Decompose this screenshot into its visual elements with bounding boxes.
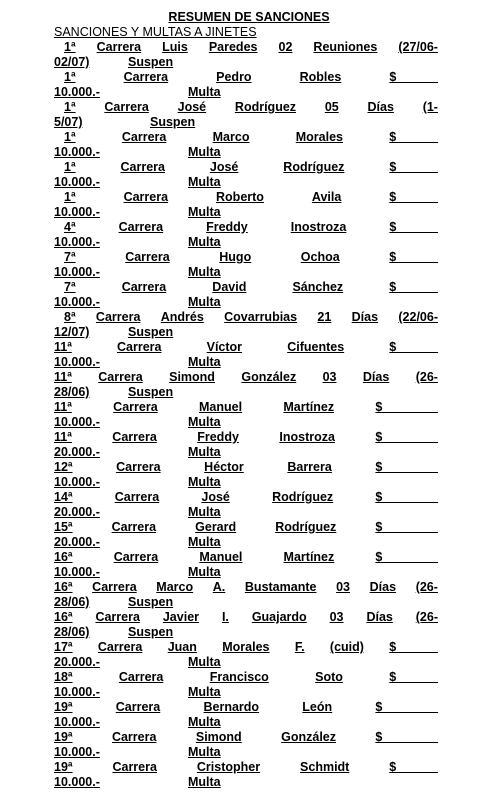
sanction-entry bbox=[54, 610, 438, 640]
sanction-type: Multa bbox=[188, 655, 221, 669]
sanction-amount-or-period: 10.000.- bbox=[54, 235, 100, 249]
sanction-entry bbox=[54, 160, 438, 190]
sanction-entry-line bbox=[54, 340, 438, 355]
sanction-amount-or-period: 28/06) bbox=[54, 385, 90, 399]
sanction-entry bbox=[54, 130, 438, 160]
sanction-amount-or-period: 10.000.- bbox=[54, 745, 100, 759]
sanction-word: A. bbox=[212, 580, 226, 594]
sanction-word: $________ bbox=[375, 550, 438, 564]
sanction-type: Multa bbox=[188, 145, 221, 159]
sanction-word: 15ª bbox=[54, 520, 73, 534]
sanction-amount-or-period: 10.000.- bbox=[54, 145, 100, 159]
sanction-word: Carrera bbox=[113, 400, 158, 414]
sanction-word: José bbox=[177, 100, 207, 114]
sanction-word: Carrera bbox=[111, 730, 157, 744]
sanction-type: Suspen bbox=[128, 55, 174, 69]
sanction-word: González bbox=[281, 730, 336, 744]
sanction-word: $______ bbox=[389, 250, 438, 264]
sanction-word: Rodríguez bbox=[275, 520, 337, 534]
sanction-word: $______ bbox=[389, 280, 438, 294]
sanction-word: 4ª bbox=[64, 220, 76, 234]
sanction-amount-or-period: 28/06) bbox=[54, 625, 90, 639]
sanction-entry bbox=[54, 190, 438, 220]
sanction-word: Avila bbox=[311, 190, 342, 204]
sanction-word: David bbox=[212, 280, 247, 294]
sanction-word: Carrera bbox=[104, 100, 149, 114]
sanction-word: 1ª bbox=[64, 40, 76, 54]
sanction-entry-line bbox=[54, 550, 438, 565]
sanction-word: F. bbox=[294, 640, 305, 654]
sanction-word: Schmidt bbox=[300, 760, 350, 774]
sanction-type: Multa bbox=[188, 535, 221, 549]
sanction-word: 02 bbox=[278, 40, 293, 54]
sanction-entry-line bbox=[54, 760, 438, 775]
sanction-type: Multa bbox=[188, 775, 221, 789]
sanction-word: $______ bbox=[389, 70, 438, 84]
sanction-amount-or-period: 10.000.- bbox=[54, 565, 100, 579]
sanction-word: Carrera bbox=[92, 580, 137, 594]
sanction-word: Guajardo bbox=[251, 610, 307, 624]
sanction-type: Multa bbox=[188, 175, 221, 189]
sanction-word: 12ª bbox=[54, 460, 73, 474]
sanction-word: 05 bbox=[324, 100, 339, 114]
sanction-word: Andrés bbox=[160, 310, 204, 324]
sanction-word: $________ bbox=[375, 700, 438, 714]
sanction-word: $________ bbox=[375, 430, 438, 444]
sanction-word: $______ bbox=[389, 640, 438, 654]
sanction-word: $______ bbox=[389, 220, 438, 234]
sanction-word: Inostroza bbox=[279, 430, 335, 444]
sanction-word: Carrera bbox=[116, 460, 161, 474]
sanction-word: Morales bbox=[295, 130, 343, 144]
sanction-amount-or-period: 10.000.- bbox=[54, 715, 100, 729]
sanction-amount-or-period: 10.000.- bbox=[54, 205, 100, 219]
sanction-type: Multa bbox=[188, 475, 221, 489]
sanction-word: 14ª bbox=[54, 490, 73, 504]
sanction-word: José bbox=[209, 160, 239, 174]
sanction-entry-line bbox=[54, 220, 438, 235]
sanction-word: (26- bbox=[415, 610, 438, 624]
sanction-amount-or-period: 28/06) bbox=[54, 595, 90, 609]
sanction-word: $________ bbox=[375, 520, 438, 534]
sanction-entry-continuation bbox=[54, 415, 438, 430]
sanction-word: $______ bbox=[389, 190, 438, 204]
sanction-entry-continuation bbox=[54, 655, 438, 670]
sanction-word: (26- bbox=[415, 370, 438, 384]
sanction-entry-continuation bbox=[54, 235, 438, 250]
sanction-type: Multa bbox=[188, 715, 221, 729]
sanction-amount-or-period: 10.000.- bbox=[54, 175, 100, 189]
sanction-word: Juan bbox=[167, 640, 197, 654]
sanction-entry-continuation bbox=[54, 685, 438, 700]
sanction-entry-line bbox=[54, 70, 438, 85]
sanction-word: Carrera bbox=[95, 610, 140, 624]
sanction-word: Carrera bbox=[113, 550, 159, 564]
sanction-type: Multa bbox=[188, 205, 221, 219]
sanction-word: Carrera bbox=[115, 700, 161, 714]
sanction-amount-or-period: 20.000.- bbox=[54, 655, 100, 669]
sanction-word: Marco bbox=[156, 580, 194, 594]
sanction-entry-continuation bbox=[54, 385, 438, 400]
sanction-entry-line bbox=[54, 520, 438, 535]
sanction-word: Martínez bbox=[283, 400, 335, 414]
sanction-type: Multa bbox=[188, 505, 221, 519]
sanction-word: 19ª bbox=[54, 760, 73, 774]
sanction-word: $______ bbox=[389, 340, 438, 354]
sanction-word: Días bbox=[367, 100, 394, 114]
sanction-word: 21 bbox=[317, 310, 332, 324]
sanction-word: Carrera bbox=[112, 760, 157, 774]
sanction-entry-continuation bbox=[54, 355, 438, 370]
sanction-entry-continuation bbox=[54, 295, 438, 310]
sanction-word: Héctor bbox=[204, 460, 244, 474]
sanction-word: Javier bbox=[162, 610, 200, 624]
sanction-word: Víctor bbox=[206, 340, 243, 354]
sanction-word: José bbox=[201, 490, 230, 504]
sanction-entry-continuation bbox=[54, 325, 438, 340]
sanction-word: 16ª bbox=[54, 550, 73, 564]
sanction-word: (cuid) bbox=[329, 640, 364, 654]
sanction-entry-line bbox=[54, 730, 438, 745]
sanction-word: (1- bbox=[422, 100, 438, 114]
sanction-word: 18ª bbox=[54, 670, 73, 684]
sanction-word: $______ bbox=[389, 130, 438, 144]
sanction-entry-line bbox=[54, 40, 438, 55]
sanction-entry bbox=[54, 580, 438, 610]
sanction-word: $________ bbox=[375, 730, 438, 744]
sanction-amount-or-period: 5/07) bbox=[54, 115, 83, 129]
sanction-type: Multa bbox=[188, 415, 221, 429]
sanction-word: Carrera bbox=[116, 340, 162, 354]
sanction-amount-or-period: 10.000.- bbox=[54, 355, 100, 369]
sanction-word: 11ª bbox=[54, 400, 72, 414]
sanction-entry-line bbox=[54, 700, 438, 715]
sanction-word: Carrera bbox=[123, 190, 169, 204]
sanction-word: Simond bbox=[195, 730, 242, 744]
sanction-amount-or-period: 10.000.- bbox=[54, 85, 100, 99]
sanction-word: 11ª bbox=[54, 340, 72, 354]
sanction-word: 1ª bbox=[64, 130, 76, 144]
sanction-word: León bbox=[302, 700, 333, 714]
sanction-word: 16ª bbox=[54, 610, 73, 624]
sanction-word: Rodríguez bbox=[234, 100, 297, 114]
sanction-word: Robles bbox=[299, 70, 342, 84]
sanction-type: Multa bbox=[188, 745, 221, 759]
sanction-entry-line bbox=[54, 190, 438, 205]
sanction-type: Multa bbox=[188, 295, 221, 309]
sanction-word: Rodríguez bbox=[272, 490, 334, 504]
sanction-type: Suspen bbox=[128, 625, 174, 639]
sanction-word: Carrera bbox=[123, 70, 169, 84]
sanction-entry-continuation bbox=[54, 205, 438, 220]
sanction-amount-or-period: 10.000.- bbox=[54, 475, 100, 489]
sanction-word: Morales bbox=[222, 640, 270, 654]
sanction-word: 1ª bbox=[64, 190, 76, 204]
sanction-entry bbox=[54, 700, 438, 730]
sanction-word: Cristopher bbox=[196, 760, 261, 774]
sanction-entry-line bbox=[54, 580, 438, 595]
sanction-word: 03 bbox=[329, 610, 344, 624]
sanction-word: $______ bbox=[389, 760, 438, 774]
sanction-type: Multa bbox=[188, 85, 221, 99]
sanction-word: Manuel bbox=[199, 550, 243, 564]
sanction-word: 8ª bbox=[64, 310, 76, 324]
sanction-word: Barrera bbox=[287, 460, 332, 474]
sanction-word: $________ bbox=[375, 490, 438, 504]
sanction-entry-continuation bbox=[54, 565, 438, 580]
sanction-word: Días bbox=[366, 610, 393, 624]
sanction-word: Días bbox=[362, 370, 390, 384]
sanction-entry-continuation bbox=[54, 445, 438, 460]
sanction-entry-continuation bbox=[54, 265, 438, 280]
sanction-word: Hugo bbox=[219, 250, 252, 264]
sanction-word: Carrera bbox=[118, 670, 164, 684]
sanction-entry bbox=[54, 550, 438, 580]
sanction-entry-continuation bbox=[54, 595, 438, 610]
sanction-amount-or-period: 20.000.- bbox=[54, 445, 100, 459]
sanction-entry-continuation bbox=[54, 745, 438, 760]
sanction-word: $______ bbox=[389, 670, 438, 684]
sanction-entry-line bbox=[54, 670, 438, 685]
sanction-amount-or-period: 10.000.- bbox=[54, 265, 100, 279]
sanction-entry-continuation bbox=[54, 145, 438, 160]
sanction-amount-or-period: 12/07) bbox=[54, 325, 90, 339]
sanction-word: Carrera bbox=[112, 430, 157, 444]
sanction-entry-continuation bbox=[54, 175, 438, 190]
sanction-word: 11ª bbox=[54, 370, 72, 384]
sanction-word: Freddy bbox=[197, 430, 239, 444]
sanction-word: 1ª bbox=[64, 100, 76, 114]
sanction-entry bbox=[54, 760, 438, 790]
sanction-entry-line bbox=[54, 280, 438, 295]
sanction-entry-continuation bbox=[54, 625, 438, 640]
sanction-entry-line bbox=[54, 130, 438, 145]
sanction-word: Carrera bbox=[95, 310, 141, 324]
sanction-entry-line bbox=[54, 250, 438, 265]
sanction-entry-continuation bbox=[54, 475, 438, 490]
sanction-word: 1ª bbox=[64, 160, 76, 174]
sanction-amount-or-period: 10.000.- bbox=[54, 295, 100, 309]
sanction-type: Suspen bbox=[128, 595, 174, 609]
sanction-word: Rodríguez bbox=[283, 160, 345, 174]
sanction-word: 19ª bbox=[54, 730, 73, 744]
sanction-type: Suspen bbox=[150, 115, 196, 129]
sanction-entry-continuation bbox=[54, 715, 438, 730]
sanction-entry bbox=[54, 460, 438, 490]
sanction-word: Pedro bbox=[216, 70, 252, 84]
sanction-entry-line bbox=[54, 100, 438, 115]
sanction-word: Freddy bbox=[206, 220, 248, 234]
sanction-word: $________ bbox=[375, 400, 438, 414]
sanction-word: 7ª bbox=[64, 280, 76, 294]
sanction-word: Carrera bbox=[121, 130, 167, 144]
sanction-word: (22/06- bbox=[398, 310, 438, 324]
sanction-entry-line bbox=[54, 610, 438, 625]
sanction-word: Simond bbox=[169, 370, 215, 384]
sanction-entry-line bbox=[54, 460, 438, 475]
sanction-entry bbox=[54, 70, 438, 100]
sanction-entry-continuation bbox=[54, 535, 438, 550]
sanction-word: Roberto bbox=[216, 190, 264, 204]
sanction-entry bbox=[54, 280, 438, 310]
sanction-entry bbox=[54, 400, 438, 430]
sanction-word: 03 bbox=[336, 580, 350, 594]
sanction-type: Multa bbox=[188, 235, 221, 249]
sanction-word: Soto bbox=[315, 670, 343, 684]
sanction-entry bbox=[54, 430, 438, 460]
sanction-word: 11ª bbox=[54, 430, 72, 444]
sanction-word: Paredes bbox=[208, 40, 258, 54]
document-subtitle: SANCIONES Y MULTAS A JINETES bbox=[54, 25, 257, 39]
sanction-entry bbox=[54, 670, 438, 700]
sanction-amount-or-period: 10.000.- bbox=[54, 775, 100, 789]
sanction-entry bbox=[54, 310, 438, 340]
sanction-word: Reuniones bbox=[313, 40, 378, 54]
sanction-word: Ochoa bbox=[300, 250, 340, 264]
sanction-entry-continuation bbox=[54, 115, 438, 130]
sanction-word: I. bbox=[221, 610, 229, 624]
sanction-word: Cifuentes bbox=[287, 340, 345, 354]
sanction-entry bbox=[54, 220, 438, 250]
sanction-type: Multa bbox=[188, 265, 221, 279]
sanction-entry bbox=[54, 100, 438, 130]
sanction-word: Carrera bbox=[121, 280, 167, 294]
sanction-amount-or-period: 20.000.- bbox=[54, 535, 100, 549]
sanction-type: Suspen bbox=[128, 325, 174, 339]
sanction-amount-or-period: 02/07) bbox=[54, 55, 90, 69]
sanction-entry bbox=[54, 730, 438, 760]
sanction-word: (27/06- bbox=[398, 40, 438, 54]
sanction-entry-line bbox=[54, 490, 438, 505]
sanction-entry-continuation bbox=[54, 55, 438, 70]
sanction-type: Multa bbox=[188, 565, 221, 579]
sanction-word: Días bbox=[351, 310, 379, 324]
sanction-word: Carrera bbox=[97, 640, 143, 654]
sanction-entry-line bbox=[54, 400, 438, 415]
sanction-word: Francisco bbox=[209, 670, 269, 684]
sanction-word: Carrera bbox=[125, 250, 170, 264]
sanction-word: Carrera bbox=[111, 520, 157, 534]
document-title: RESUMEN DE SANCIONES bbox=[168, 10, 330, 24]
sanction-word: Carrera bbox=[98, 370, 143, 384]
sanction-type: Suspen bbox=[128, 385, 174, 399]
sanction-word: 16ª bbox=[54, 580, 73, 594]
sanction-word: Bernardo bbox=[203, 700, 260, 714]
sanction-entry bbox=[54, 490, 438, 520]
sanction-word: Carrera bbox=[114, 490, 160, 504]
sanction-entry bbox=[54, 370, 438, 400]
sanction-entry bbox=[54, 520, 438, 550]
sanction-word: Días bbox=[369, 580, 397, 594]
sanction-word: Martínez bbox=[283, 550, 335, 564]
sanction-amount-or-period: 20.000.- bbox=[54, 505, 100, 519]
sanction-entry-continuation bbox=[54, 85, 438, 100]
sanction-entry-continuation bbox=[54, 505, 438, 520]
sanction-word: (26- bbox=[415, 580, 438, 594]
sanction-word: Marco bbox=[212, 130, 250, 144]
sanction-entry-line bbox=[54, 160, 438, 175]
sanction-word: Inostroza bbox=[290, 220, 347, 234]
sanction-entry-line bbox=[54, 430, 438, 445]
sanction-word: $________ bbox=[375, 460, 438, 474]
sanction-word: Gerard bbox=[195, 520, 237, 534]
sanction-entry-line bbox=[54, 370, 438, 385]
sanction-word: Covarrubias bbox=[224, 310, 298, 324]
sanction-amount-or-period: 10.000.- bbox=[54, 415, 100, 429]
sanction-entry-continuation bbox=[54, 775, 438, 790]
sanction-word: 7ª bbox=[64, 250, 76, 264]
sanction-entry bbox=[54, 250, 438, 280]
sanction-type: Multa bbox=[188, 445, 221, 459]
sanction-word: Carrera bbox=[96, 40, 142, 54]
sanction-word: González bbox=[241, 370, 297, 384]
sanction-word: Carrera bbox=[120, 160, 165, 174]
sanction-word: $______ bbox=[389, 160, 438, 174]
sanction-word: Manuel bbox=[198, 400, 243, 414]
sanction-word: Carrera bbox=[118, 220, 164, 234]
sanction-entry bbox=[54, 340, 438, 370]
sanction-entry-line bbox=[54, 310, 438, 325]
sanction-word: 19ª bbox=[54, 700, 73, 714]
sanction-entry bbox=[54, 640, 438, 670]
sanction-entry bbox=[54, 40, 438, 70]
sanction-word: 17ª bbox=[54, 640, 73, 654]
sanction-word: 1ª bbox=[64, 70, 76, 84]
sanction-entry-line bbox=[54, 640, 438, 655]
sanction-word: Sánchez bbox=[292, 280, 344, 294]
sanction-word: Luis bbox=[162, 40, 188, 54]
sanction-word: Bustamante bbox=[244, 580, 317, 594]
sanction-type: Multa bbox=[188, 685, 221, 699]
sanction-amount-or-period: 10.000.- bbox=[54, 685, 100, 699]
sanction-type: Multa bbox=[188, 355, 221, 369]
sanction-word: 03 bbox=[322, 370, 337, 384]
